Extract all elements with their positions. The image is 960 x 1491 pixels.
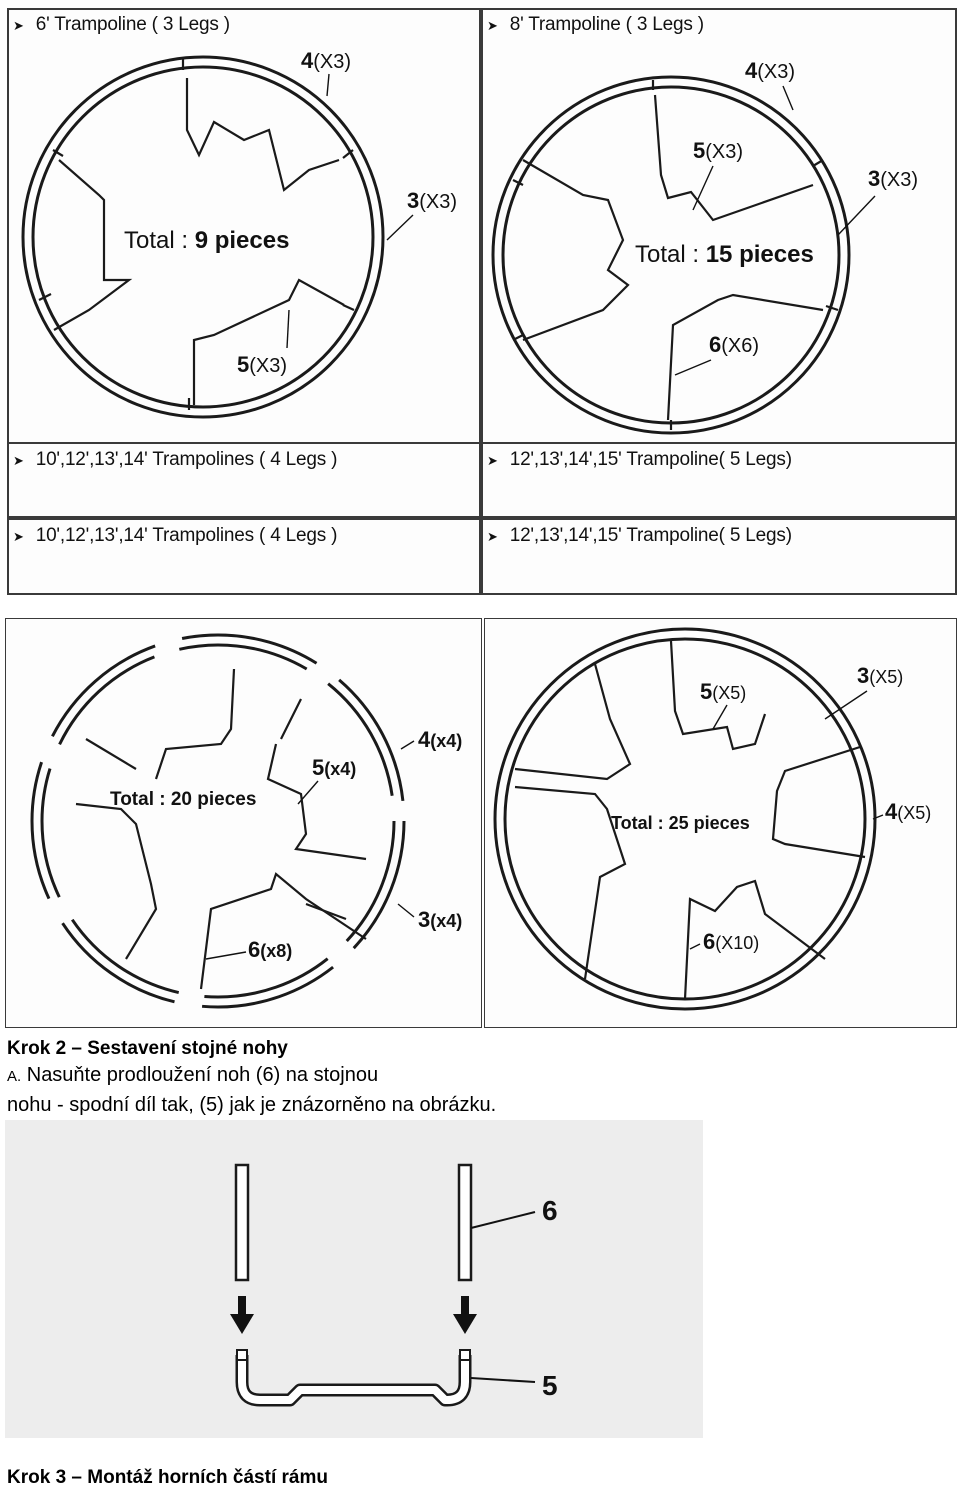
strip-5legs-2	[481, 518, 957, 595]
part-5-leader	[713, 705, 727, 729]
total-label: Total :	[635, 241, 706, 268]
strip-title: 10',12',13',14' Trampolines ( 4 Legs )	[35, 525, 338, 546]
step2-line2: nohu - spodní díl tak, (5) jak je znázorněno na obrázku.	[7, 1094, 497, 1116]
part-6-number: 6	[703, 929, 716, 954]
part-5-number: 5	[312, 755, 325, 780]
bullet-arrow-icon: ➤	[487, 18, 498, 33]
leg-frame-2	[523, 160, 628, 340]
strip-title: 12',13',14',15' Trampoline( 5 Legs)	[509, 525, 792, 546]
part-3-number: 3	[407, 188, 420, 213]
bullet-arrow-icon: ➤	[13, 18, 24, 33]
leg-frame-3	[76, 804, 156, 959]
part-6-qty: (X10)	[715, 933, 760, 953]
part-3-qty: (X3)	[880, 169, 919, 191]
panel-8ft-title: ➤ 8' Trampoline ( 3 Legs )	[487, 14, 704, 35]
svg-text:4(x4)	[418, 727, 462, 752]
svg-text:3(x4)	[418, 907, 462, 932]
total-label: Total :	[124, 227, 195, 254]
step2-heading: Krok 2 – Sestavení stojné nohy	[7, 1038, 288, 1059]
leg-frame-3	[194, 280, 344, 405]
part-5-number: 5	[237, 352, 250, 377]
part-5-qty: (X3)	[249, 355, 288, 377]
leg-frame-2	[54, 160, 129, 330]
part-5-number: 5	[700, 679, 713, 704]
part-5-qty: (x4)	[324, 759, 357, 779]
svg-text:5(X3)	[693, 138, 743, 163]
part-5-leader	[287, 310, 289, 348]
total-number: 15	[705, 241, 733, 268]
leg-extension-right	[459, 1165, 471, 1280]
part-4-leader	[401, 741, 414, 749]
total-text: Total : 20 pieces	[110, 789, 257, 810]
part-4-qty: (X3)	[313, 51, 352, 73]
diagram-8ft	[483, 10, 959, 446]
panel-4legs	[5, 618, 482, 1028]
part-5-qty: (X5)	[712, 683, 747, 703]
part-3-number: 3	[857, 663, 870, 688]
panel-5legs	[484, 618, 957, 1028]
strip-title: 12',13',14',15' Trampoline( 5 Legs)	[509, 449, 792, 470]
diagram-5legs	[485, 619, 958, 1029]
part-4-number: 4	[418, 727, 431, 752]
strip-title: 10',12',13',14' Trampolines ( 4 Legs )	[35, 449, 338, 470]
part-5-leader	[693, 166, 713, 210]
part-3-qty: (x4)	[430, 911, 463, 931]
part-4-qty: (X3)	[757, 61, 796, 83]
part-3-qty: (X3)	[419, 191, 458, 213]
leg-frame-1	[156, 669, 234, 779]
leg-frame-1	[187, 78, 339, 190]
svg-text:6(x8)	[248, 937, 292, 962]
svg-text:4(X3)	[745, 58, 795, 83]
strip-4legs-2	[7, 518, 481, 595]
leg-frame-3	[668, 295, 823, 420]
svg-text:6(X6)	[709, 332, 759, 357]
total-text: Total : 25 pieces	[611, 813, 750, 833]
bullet-arrow-icon: ➤	[487, 453, 498, 468]
panel-8ft	[481, 8, 957, 444]
step2-line1: Nasuňte prodloužení noh (6) na stojnou	[21, 1064, 379, 1086]
part-6-number: 6	[709, 332, 722, 357]
part-4-number: 4	[301, 48, 314, 73]
arrow-down-icon	[453, 1296, 477, 1334]
svg-text:3(X3)	[868, 166, 918, 191]
diagram-6ft	[9, 10, 483, 446]
part-3-number: 3	[868, 166, 881, 191]
part-5-number: 5	[693, 138, 706, 163]
part-4-leader	[327, 74, 329, 96]
part-6-label: 6	[542, 1195, 558, 1226]
svg-text:4(X5)	[885, 799, 931, 824]
part-6-qty: (X6)	[721, 335, 760, 357]
svg-text:6(X10)	[703, 929, 759, 954]
step2-item-marker: A.	[7, 1068, 22, 1085]
svg-text:3(X3)	[407, 188, 457, 213]
part-5-label: 5	[542, 1370, 558, 1401]
part-3-number: 3	[418, 907, 431, 932]
leg-assembly-diagram	[5, 1120, 703, 1438]
step2-instructions	[7, 1061, 496, 1120]
part-4-number: 4	[745, 58, 758, 83]
svg-text:3(X5)	[857, 663, 903, 688]
svg-text:Total : 15 pieces	[635, 241, 814, 268]
part-4-qty: (X5)	[897, 803, 932, 823]
bullet-arrow-icon: ➤	[13, 529, 24, 544]
svg-text:5(x4)	[312, 755, 356, 780]
panel-6ft	[7, 8, 481, 444]
part-4-qty: (x4)	[430, 731, 463, 751]
part-3-leader	[398, 904, 414, 917]
total-number: 9	[194, 227, 209, 254]
bullet-arrow-icon: ➤	[487, 529, 498, 544]
leg-base	[242, 1355, 465, 1400]
leg-frame-2	[773, 747, 865, 857]
diagram-4legs	[6, 619, 483, 1029]
strip-4legs-1	[7, 442, 481, 518]
part-6-leader	[675, 360, 711, 375]
part-4-number: 4	[885, 799, 898, 824]
part-6-leader	[206, 952, 246, 959]
svg-text:5(X5)	[700, 679, 746, 704]
part-4-leader	[783, 86, 793, 110]
total-word: pieces	[732, 241, 814, 268]
leg-frame-4	[515, 787, 625, 979]
part-6-leader	[690, 944, 700, 949]
panel-6ft-title: ➤ 6' Trampoline ( 3 Legs )	[13, 14, 230, 35]
leg-extension-left	[236, 1165, 248, 1280]
part-6-leader	[471, 1212, 535, 1228]
part-3-leader	[825, 691, 867, 719]
svg-text:Total : 9 pieces	[124, 227, 289, 254]
svg-text:5(X3)	[237, 352, 287, 377]
part-6-number: 6	[248, 937, 261, 962]
part-5-leader	[471, 1378, 535, 1382]
part-3-qty: (X5)	[869, 667, 904, 687]
part-3-leader	[387, 215, 413, 240]
step3-heading: Krok 3 – Montáž horních částí rámu	[7, 1467, 328, 1488]
arrow-down-icon	[230, 1296, 254, 1334]
svg-text:4(X3)	[301, 48, 351, 73]
part-5-leader	[298, 781, 318, 804]
strip-5legs-1	[481, 442, 957, 518]
leg-frame-4	[201, 874, 366, 989]
part-6-qty: (x8)	[260, 941, 293, 961]
leg-assembly-figure	[5, 1120, 703, 1438]
part-5-qty: (X3)	[705, 141, 744, 163]
total-word: pieces	[208, 227, 290, 254]
bullet-arrow-icon: ➤	[13, 453, 24, 468]
